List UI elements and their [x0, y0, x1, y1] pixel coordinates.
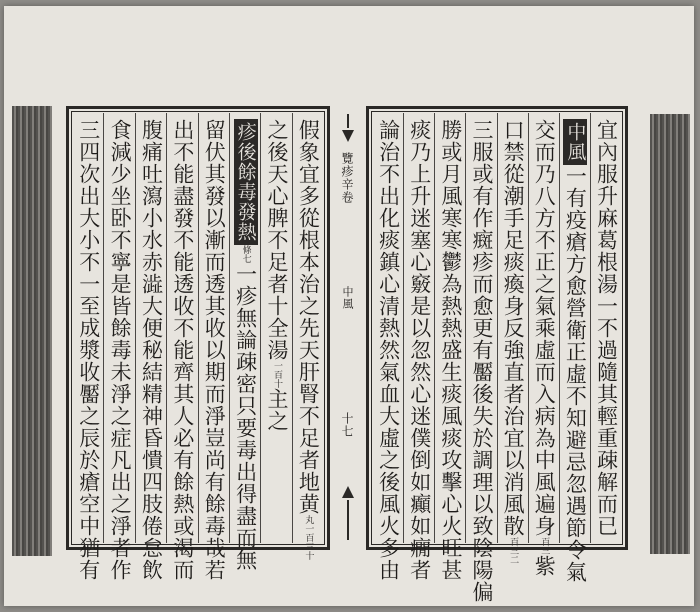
- text-column: [135, 113, 166, 581]
- text-column: [528, 113, 559, 577]
- column-text: 主之: [264, 388, 289, 432]
- right-page-frame: [366, 106, 628, 603]
- column-text: 留伏其發以漸而透其收以期而淨豈尚有餘毒哉若: [202, 119, 227, 581]
- right-page-columns: [373, 113, 621, 603]
- left-page-frame: [66, 106, 330, 581]
- column-text: 假象宜多從根本治之先天肝腎不足者地黄: [296, 119, 321, 515]
- text-column: [166, 113, 197, 581]
- column-text: 之後天心脾不足者十全湯: [264, 119, 289, 361]
- column-text: 腹痛吐瀉小水赤澁大便秘結精神昏憒四肢倦怠飲: [139, 119, 164, 581]
- text-column: [590, 113, 621, 543]
- column-text: 出不能盡發不能透收不能齊其人必有餘熱或渴而: [170, 119, 195, 581]
- column-text: 痰乃上升迷塞心竅是以忽然心迷僕倒如癲如癇者: [407, 119, 432, 581]
- page-number: 十七: [340, 412, 354, 438]
- column-text: 一有疫瘡方愈營衛正虛不知避忌忽遇節令氣: [563, 165, 588, 583]
- paper-sheet: [4, 6, 694, 606]
- right-edge-smudge: [650, 114, 690, 554]
- fish-tail-bottom-icon: [342, 486, 354, 498]
- text-column: [373, 113, 403, 581]
- column-text: 紫: [532, 555, 557, 577]
- text-column: [292, 113, 323, 560]
- text-column: [403, 113, 434, 581]
- column-text: 三服或有作癍疹而愈更有靨後失於調理以致陰陽偏: [469, 119, 494, 603]
- gutter-rule: [347, 114, 349, 128]
- text-column: [73, 113, 103, 581]
- text-column: [497, 113, 528, 564]
- section-heading: 中風: [563, 119, 587, 165]
- column-text: 三四次出大小不一至成漿收靨之辰於瘡空中猶有: [76, 119, 101, 581]
- column-text: 一疹無論疎密只要毒出得盡而無: [233, 263, 258, 571]
- gutter-rule: [347, 500, 349, 540]
- text-column: [260, 113, 291, 543]
- column-text: 食減少坐卧不寧是皆餘毒未淨之症凡出之淨者作: [108, 119, 133, 581]
- interlinear-note: 百三二: [508, 537, 519, 564]
- column-text: 宜內服升麻葛根湯一不過隨其輕重疎解而已: [594, 119, 619, 537]
- interlinear-note: 一百十: [271, 361, 282, 388]
- text-column: [103, 113, 134, 581]
- text-column: [229, 113, 260, 571]
- text-column: [198, 113, 229, 581]
- book-title: 覽疹辛卷: [340, 152, 354, 204]
- section-label: 中風: [341, 286, 354, 310]
- text-column: [465, 113, 496, 603]
- column-text: 口禁從潮手足痰瘓身反強直者治宜以消風散: [501, 119, 526, 537]
- column-text: 勝或月風寒寒鬱為熱熱盛生痰風痰攻擊心火旺甚: [438, 119, 463, 581]
- left-page-columns: [73, 113, 323, 581]
- text-column: [434, 113, 465, 581]
- center-gutter: [334, 106, 362, 550]
- text-column: [559, 113, 590, 583]
- interlinear-note: 條七: [240, 245, 251, 263]
- left-edge-smudge: [12, 106, 52, 556]
- column-text: 交而乃八方不正之氣乘虛而入病為中風遍身: [532, 119, 557, 537]
- interlinear-note: 丸一百三十: [303, 515, 314, 560]
- column-text: 論治不出化痰鎮心清熱然氣血大虛之後風火多由: [376, 119, 401, 581]
- fish-tail-top-icon: [342, 130, 354, 142]
- section-heading: 疹後餘毒發熱: [234, 119, 258, 245]
- interlinear-note: 百三: [539, 537, 550, 555]
